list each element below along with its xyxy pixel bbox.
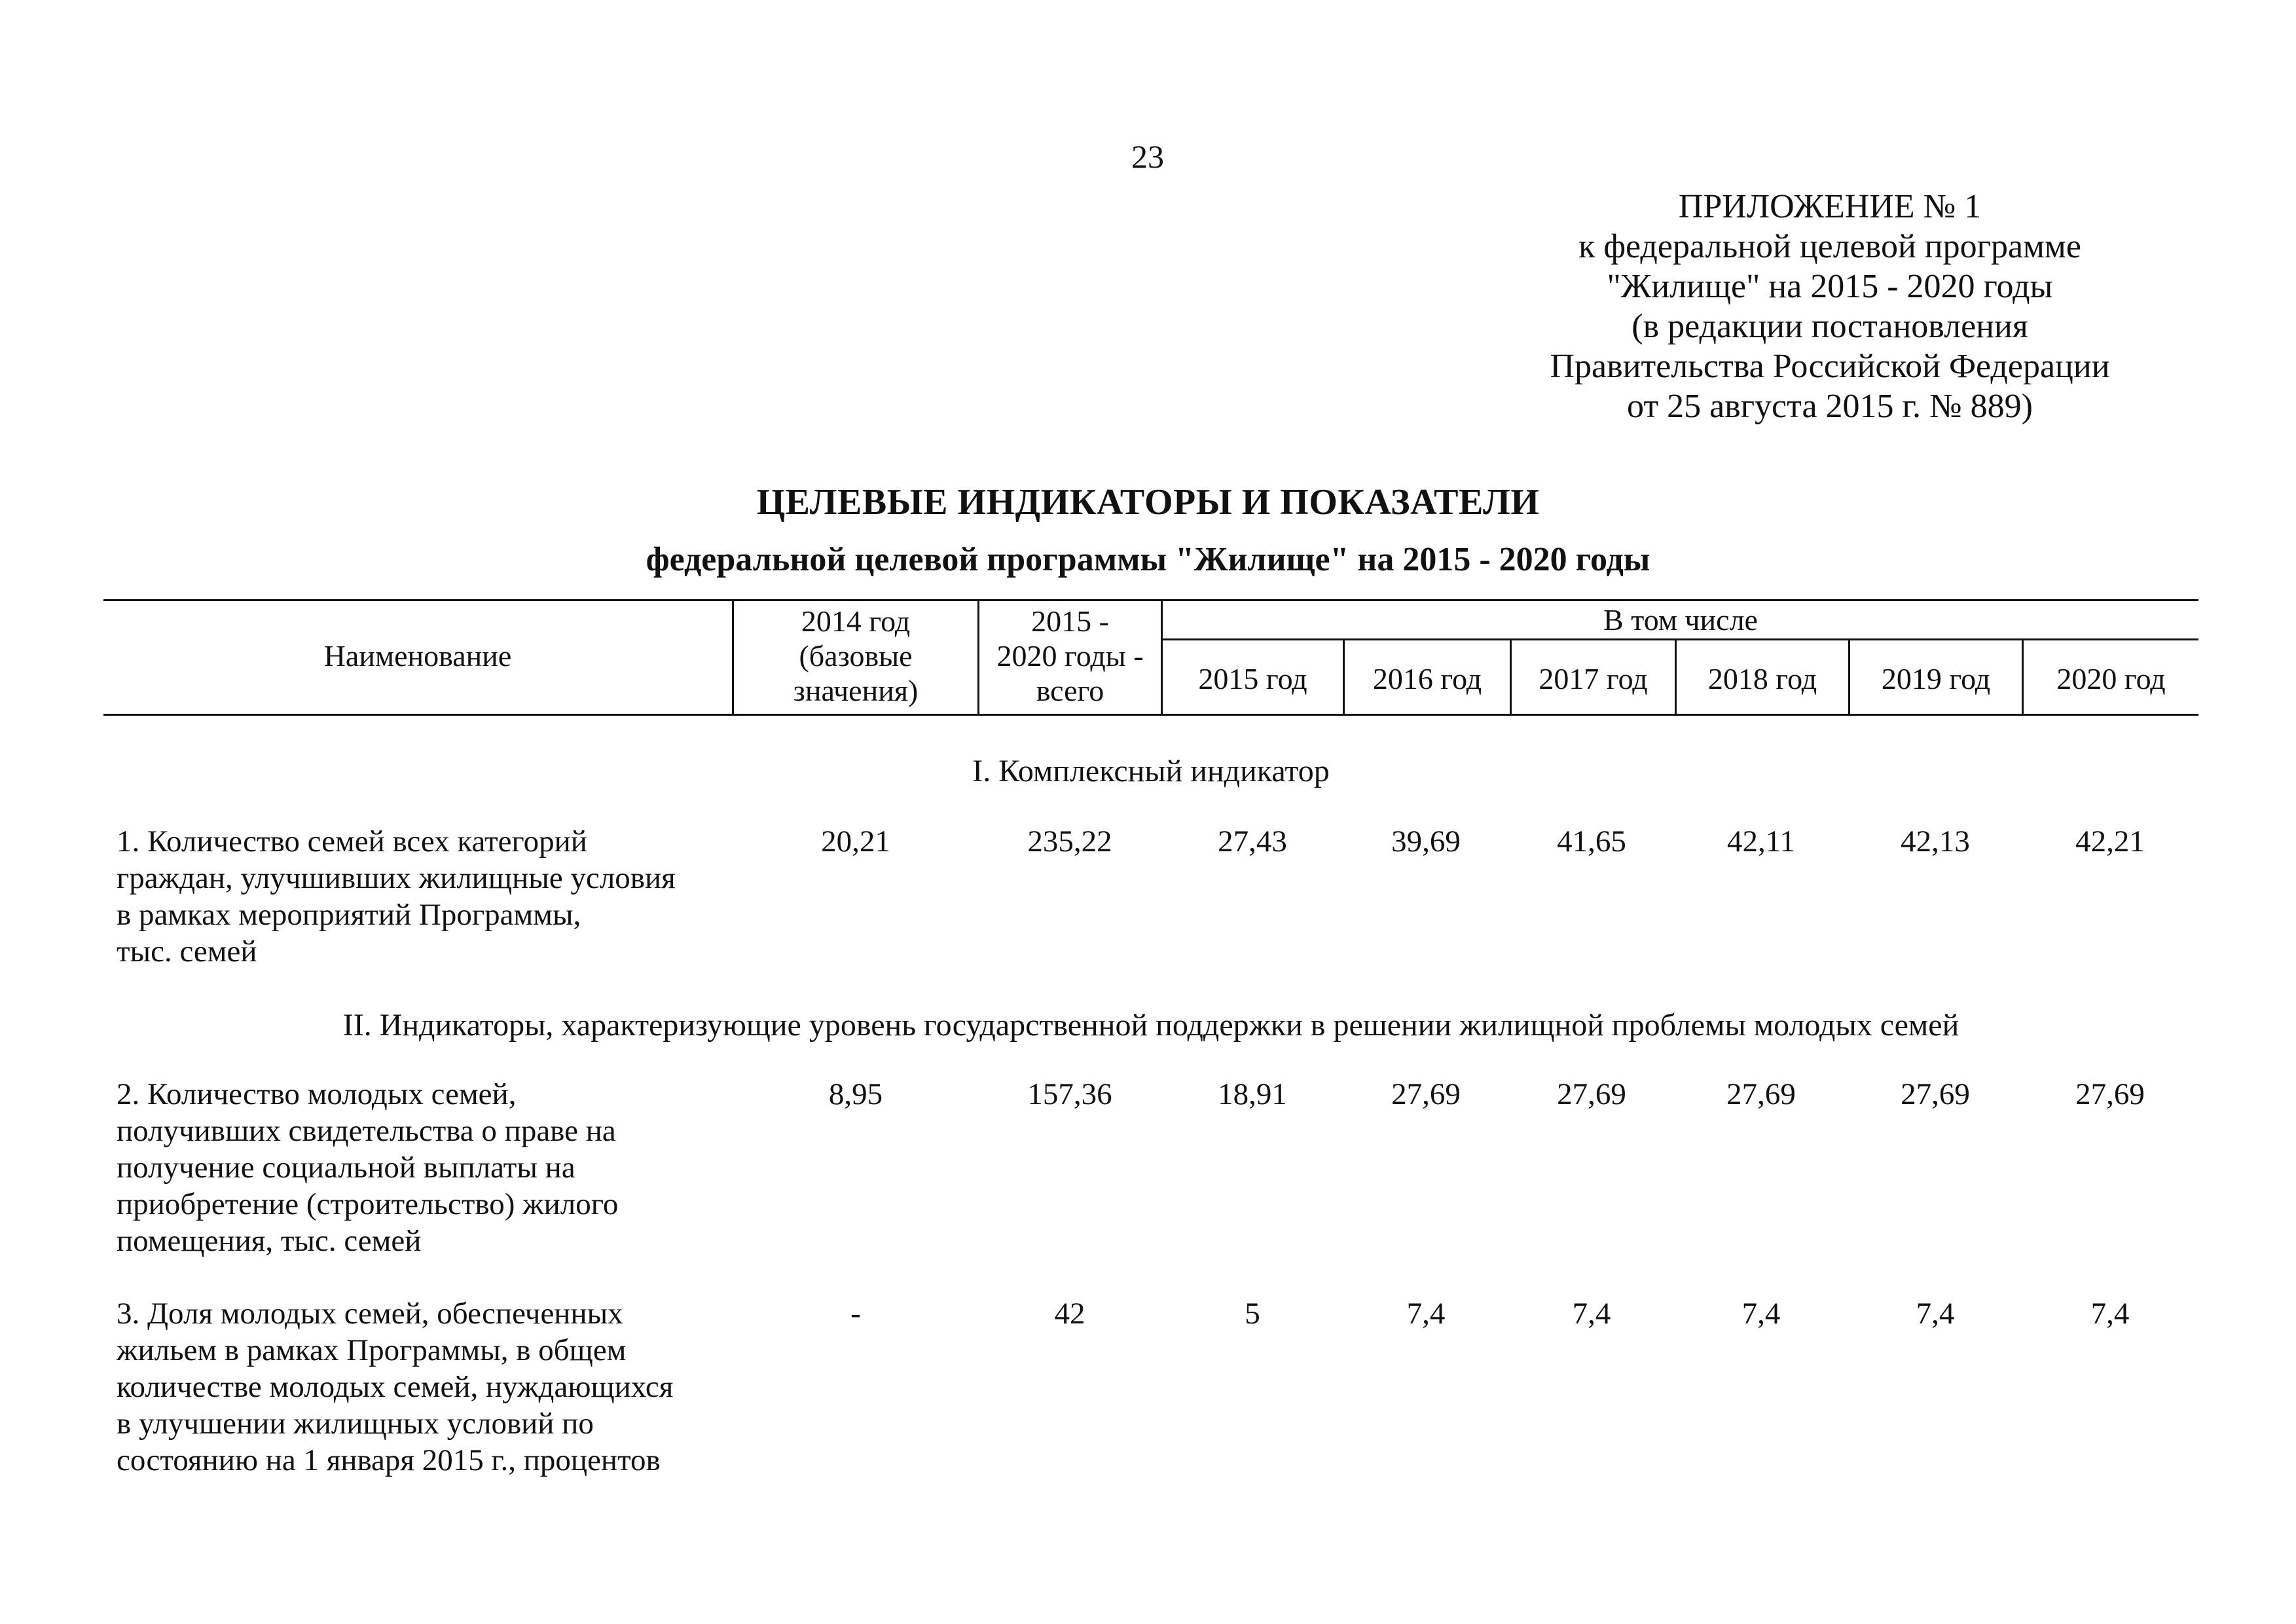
indicator-name: 3. Доля молодых семей, обеспеченных жильем в рамках Программы, в общем количестве молодых семей, нуждающихся в улучшении жилищных условий по состоянию на 1 января 2015 г., процентов <box>117 1297 674 1477</box>
value-cell: 42 <box>1054 1297 1085 1331</box>
value-cell: 5 <box>1245 1297 1260 1331</box>
header-bottom-rule <box>103 714 2198 716</box>
header-year: 2015 год <box>1198 662 1307 695</box>
value-cell: 42,11 <box>1726 824 1795 858</box>
appendix-line: "Жилище" на 2015 - 2020 годы <box>1607 268 2053 305</box>
section-title: II. Индикаторы, характеризующие уровень государственной поддержки в решении жилищной проблемы молодых семей <box>342 1008 1959 1043</box>
document-title: ЦЕЛЕВЫЕ ИНДИКАТОРЫ И ПОКАЗАТЕЛИ <box>756 482 1540 523</box>
header-including: В том числе <box>1603 603 1758 637</box>
header-name: Наименование <box>323 639 512 673</box>
appendix-line: (в редакции постановления <box>1631 308 2028 345</box>
indicator-name: 1. Количество семей всех категорий граждан, улучшивших жилищные условия в рамках мероприятий Программы, тыс. семей <box>117 824 676 969</box>
header-year: 2018 год <box>1707 662 1817 695</box>
value-cell: 27,69 <box>1726 1077 1796 1111</box>
header-year: 2020 год <box>2056 662 2166 695</box>
subheader-rule <box>1161 638 2198 640</box>
value-cell: 157,36 <box>1027 1077 1112 1111</box>
header-year: 2019 год <box>1881 662 1991 695</box>
value-cell: - <box>850 1297 861 1331</box>
value-cell: 27,43 <box>1218 824 1287 858</box>
value-cell: 7,4 <box>2090 1297 2130 1331</box>
section-title: I. Комплексный индикатор <box>972 754 1330 788</box>
value-cell: 7,4 <box>1741 1297 1781 1331</box>
value-cell: 7,4 <box>1916 1297 1955 1331</box>
appendix-line: ПРИЛОЖЕНИЕ № 1 <box>1678 188 1982 225</box>
appendix-line: от 25 августа 2015 г. № 889) <box>1627 388 2033 425</box>
value-cell: 27,69 <box>1391 1077 1461 1111</box>
page-number: 23 <box>1131 138 1164 175</box>
header-total: 2015 - 2020 годы - всего <box>996 604 1144 707</box>
appendix-block <box>1427 187 2232 426</box>
value-cell: 39,69 <box>1391 824 1461 858</box>
value-cell: 42,21 <box>2075 824 2145 858</box>
indicator-name: 2. Количество молодых семей, получивших свидетельства о праве на получение социальной выплаты на приобретение (строительство) жилого помещения, тыс. семей <box>117 1077 619 1258</box>
value-cell: 41,65 <box>1557 824 1626 858</box>
header-base: 2014 год (базовые значения) <box>793 604 919 707</box>
table-top-rule <box>103 599 2198 601</box>
value-cell: 27,69 <box>1557 1077 1626 1111</box>
value-cell: 27,69 <box>2075 1077 2145 1111</box>
value-cell: 8,95 <box>828 1077 883 1111</box>
appendix-line: к федеральной целевой программе <box>1578 228 2081 265</box>
value-cell: 20,21 <box>821 824 890 858</box>
header-year: 2017 год <box>1539 662 1648 695</box>
value-cell: 18,91 <box>1218 1077 1287 1111</box>
value-cell: 7,4 <box>1406 1297 1446 1331</box>
value-cell: 7,4 <box>1572 1297 1611 1331</box>
document-subtitle: федеральной целевой программы "Жилище" на 2015 - 2020 годы <box>646 541 1650 578</box>
value-cell: 27,69 <box>1901 1077 1970 1111</box>
appendix-line: Правительства Российской Федерации <box>1550 348 2110 385</box>
value-cell: 42,13 <box>1901 824 1970 858</box>
value-cell: 235,22 <box>1027 824 1112 858</box>
header-year: 2016 год <box>1372 662 1482 695</box>
